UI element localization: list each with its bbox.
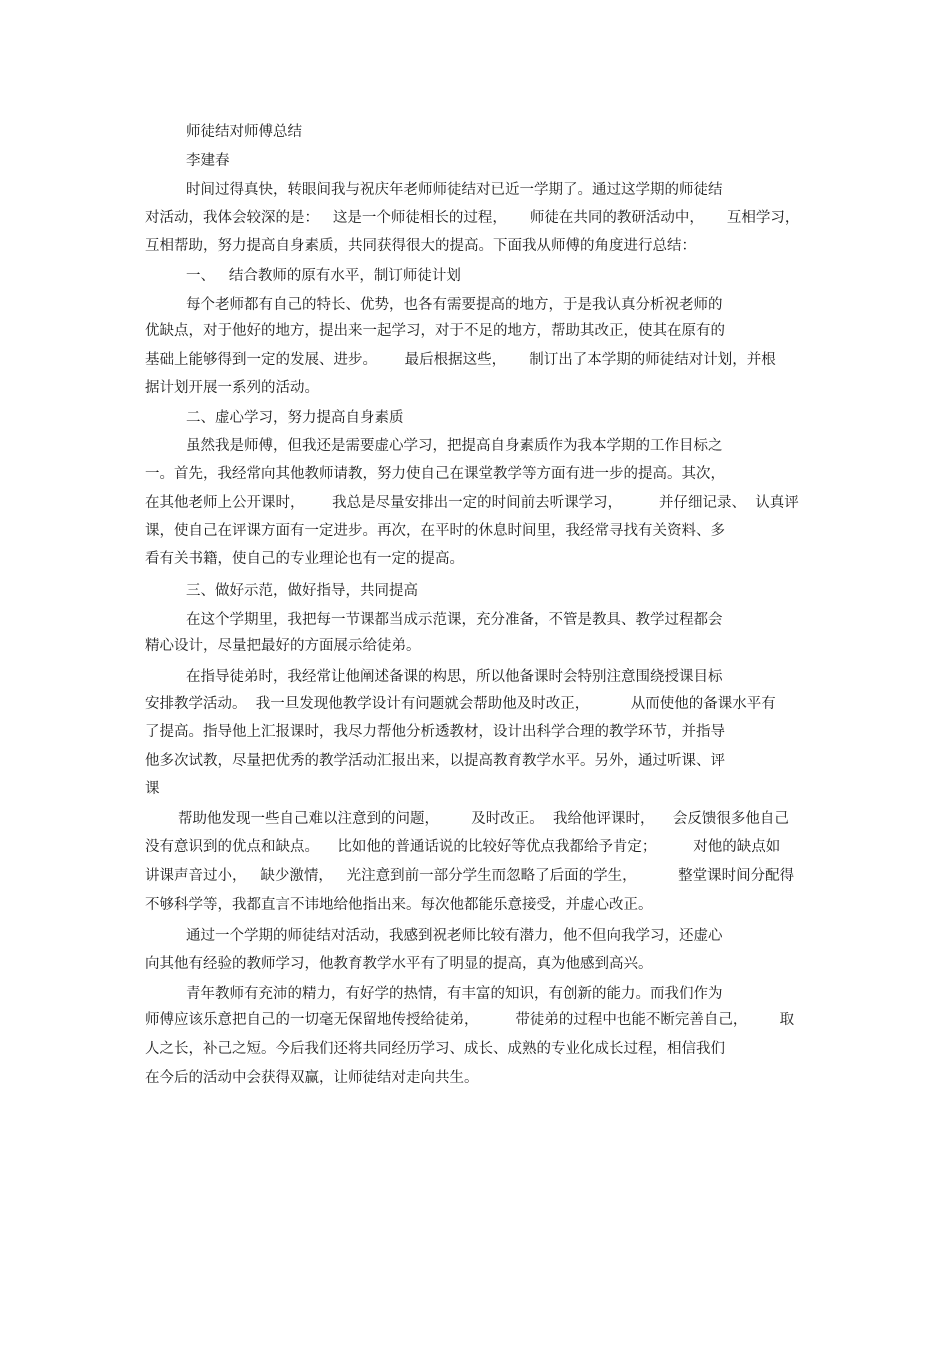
- body-line: 向其他有经验的教师学习，他教育教学水平有了明显的提高，真为他感到高兴。: [145, 956, 653, 972]
- body-line: 一。首先，我经常向其他教师请教，努力使自己在课堂教学等方面有进一步的提高。其次，: [145, 466, 725, 482]
- body-line: 课，使自己在评课方面有一定进步。再次，在平时的休息时间里，我经常寻找有关资料、多: [145, 523, 725, 539]
- body-line: 互相帮助，努力提高自身素质，共同获得很大的提高。下面我从师傅的角度进行总结：: [145, 238, 696, 254]
- section-heading: 一、 结合教师的原有水平，制订师徒计划: [186, 268, 461, 284]
- body-line: 课: [145, 781, 160, 797]
- body-line: 不够科学等，我都直言不讳地给他指出来。每次他都能乐意接受，并虚心改正。: [145, 897, 653, 913]
- body-line: 帮助他发现一些自己难以注意到的问题， 及时改正。 我给他评课时， 会反馈很多他自己: [178, 811, 789, 827]
- body-line: 青年教师有充沛的精力，有好学的热情，有丰富的知识，有创新的能力。而我们作为: [186, 986, 723, 1002]
- body-line: 讲课声音过小， 缺少激情， 光注意到前一部分学生而忽略了后面的学生， 整堂课时间分配得: [145, 868, 795, 884]
- body-line: 了提高。指导他上汇报课时，我尽力帮他分析透教材，设计出科学合理的教学环节，并指导: [145, 724, 725, 740]
- body-line: 时间过得真快，转眼间我与祝庆年老师师徒结对已近一学期了。通过这学期的师徒结: [186, 182, 723, 198]
- body-line: 虽然我是师傅，但我还是需要虚心学习，把提高自身素质作为我本学期的工作目标之: [186, 438, 723, 454]
- body-line: 对活动，我体会较深的是： 这是一个师徒相长的过程， 师徒在共同的教研活动中， 互相学习，: [145, 210, 800, 226]
- section-heading: 二、虚心学习，努力提高自身素质: [186, 410, 404, 426]
- body-line: 没有意识到的优点和缺点。 比如他的普通话说的比较好等优点我都给予肯定； 对他的缺点如: [145, 839, 781, 855]
- body-line: 在今后的活动中会获得双赢，让师徒结对走向共生。: [145, 1070, 479, 1086]
- body-line: 师傅应该乐意把自己的一切毫无保留地传授给徒弟， 带徒弟的过程中也能不断完善自己， 取: [145, 1012, 795, 1028]
- body-line: 每个老师都有自己的特长、优势，也各有需要提高的地方，于是我认真分析祝老师的: [186, 297, 723, 313]
- body-line: 据计划开展一系列的活动。: [145, 380, 319, 396]
- body-line: 在这个学期里，我把每一节课都当成示范课，充分准备，不管是教具、教学过程都会: [186, 612, 723, 628]
- body-line: 通过一个学期的师徒结对活动，我感到祝老师比较有潜力，他不但向我学习，还虚心: [186, 928, 723, 944]
- body-line: 在其他老师上公开课时， 我总是尽量安排出一定的时间前去听课学习， 并仔细记录、 认真评: [145, 495, 799, 511]
- document-title: 师徒结对师傅总结: [186, 124, 302, 140]
- body-line: 人之长，补己之短。今后我们还将共同经历学习、成长、成熟的专业化成长过程，相信我们: [145, 1041, 725, 1057]
- body-line: 看有关书籍，使自己的专业理论也有一定的提高。: [145, 551, 464, 567]
- body-line: 安排教学活动。 我一旦发现他教学设计有问题就会帮助他及时改正， 从而使他的备课水平有: [145, 696, 776, 712]
- body-line: 基础上能够得到一定的发展、进步。 最后根据这些， 制订出了本学期的师徒结对计划，并根: [145, 352, 776, 368]
- body-line: 优缺点，对于他好的地方，提出来一起学习，对于不足的地方，帮助其改正，使其在原有的: [145, 323, 725, 339]
- section-heading: 三、做好示范，做好指导，共同提高: [186, 583, 418, 599]
- body-line: 他多次试教，尽量把优秀的教学活动汇报出来，以提高教育教学水平。另外，通过听课、评: [145, 753, 725, 769]
- body-line: 在指导徒弟时，我经常让他阐述备课的构思，所以他备课时会特别注意围绕授课目标: [186, 669, 723, 685]
- body-line: 精心设计，尽量把最好的方面展示给徒弟。: [145, 638, 421, 654]
- document-author: 李建春: [186, 153, 230, 169]
